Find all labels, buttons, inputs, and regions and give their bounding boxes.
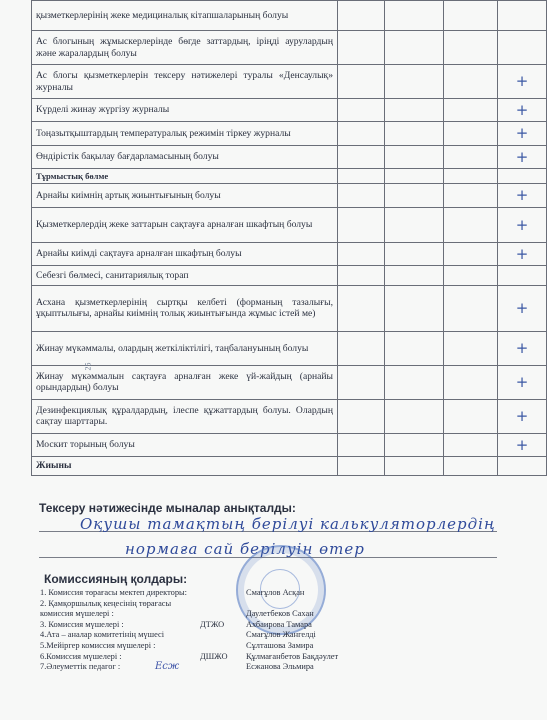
row-label: Арнайы киімді сақтауға арналған шкафтың болуы	[32, 242, 338, 265]
member-name: Даулетбеков Сахан	[246, 609, 314, 619]
member-name: Есжанова Эльмира	[246, 662, 314, 672]
page-side-number: 25	[83, 362, 93, 371]
table-row	[32, 457, 547, 476]
row-label: Тоңазытқыштардың температуралық режимін тіркеу журналы	[32, 122, 338, 145]
handwritten-signature: Есж	[155, 661, 180, 672]
member-role: 2. Қамқоршылық кеңесінің төрағасы	[40, 598, 172, 608]
table-row	[32, 399, 547, 433]
check-mark	[498, 168, 547, 183]
table-row	[32, 65, 547, 99]
signature-row	[40, 599, 480, 610]
table-row	[32, 99, 547, 122]
signature-row	[40, 620, 480, 631]
row-label: Себезгі бөлмесі, санитариялық торап	[32, 265, 338, 285]
table-row	[32, 365, 547, 399]
check-mark	[498, 457, 547, 476]
signature-row	[40, 662, 480, 673]
handwritten-finding-line-1: Оқушы тамақтың берілуі калькуляторлердің	[80, 515, 496, 533]
signature-row	[40, 652, 480, 663]
row-label: Өндірістік бақылау бағдарламасының болуы	[32, 145, 338, 168]
member-org: ДШЖО	[200, 651, 228, 661]
check-mark: +	[498, 331, 547, 365]
total-label: Жиыны	[32, 457, 338, 476]
member-role: 7.Әлеуметтік педагог :	[40, 662, 121, 672]
check-mark: +	[498, 242, 547, 265]
check-mark: +	[498, 207, 547, 242]
signature-row	[40, 641, 480, 652]
row-label: Ас блогы қызметкерлерін тексеру нәтижелері туралы «Денсаулық» журналы	[32, 65, 338, 99]
member-role: комиссия мүшелері :	[40, 609, 114, 619]
row-label: Арнайы киімнің артық жиынтығының болуы	[32, 184, 338, 207]
check-mark: +	[498, 122, 547, 145]
table-row	[32, 285, 547, 331]
check-mark	[498, 31, 547, 65]
row-label: Күрделі жинау жүргізу журналы	[32, 99, 338, 122]
member-name: Құлмағанбетов Бақдәулет	[246, 651, 339, 661]
table-row	[32, 184, 547, 207]
member-org: ДТЖО	[200, 619, 225, 629]
inspection-checklist-table	[31, 0, 547, 476]
row-label: қызметкерлерінің жеке медициналық кітапшаларының болуы	[32, 1, 338, 31]
row-label: Москит торының болуы	[32, 433, 338, 456]
check-mark: +	[498, 65, 547, 99]
member-role: 6.Комиссия мүшелері :	[40, 651, 122, 661]
table-row	[32, 1, 547, 31]
signature-row	[40, 630, 480, 641]
row-label: Дезинфекциялық құралдардың, ілеспе құжаттардың болуы. Олардың сақтау шарттары.	[32, 399, 338, 433]
member-role: 1. Комиссия төрағасы мектеп директоры:	[40, 588, 187, 597]
table-row	[32, 433, 547, 456]
member-name: Ахбаирова Тамара	[246, 619, 312, 629]
row-label: Жинау мүкәммалын сақтауға арналған жеке үй-жайдың (арнайы орындардың) болуы	[32, 365, 338, 399]
handwritten-finding-line-2: нормаға сай берілуін өтер	[125, 540, 365, 558]
findings-title: Тексеру нәтижесінде мыналар анықталды:	[39, 501, 296, 515]
table-row	[32, 242, 547, 265]
table-row	[32, 145, 547, 168]
row-label: Ас блогының жұмыскерлерінде бөгде заттардың, іріңді аурулардың және жаралардың болуы	[32, 31, 338, 65]
signatures-title: Комиссияның қолдары:	[44, 572, 188, 586]
row-label: Асхана қызметкерлерінің сыртқы келбеті (форманың тазалығы, ұқыптылығы, арнайы киімнің толық жиынтығында жұмыс істей ме)	[32, 285, 338, 331]
check-mark	[498, 265, 547, 285]
table-row	[32, 331, 547, 365]
table-row	[32, 207, 547, 242]
member-name: Смағұлов Жангелді	[246, 630, 316, 640]
member-role: 5.Мейіргер комиссия мүшелері :	[40, 640, 156, 650]
table-row	[32, 265, 547, 285]
check-mark: +	[498, 184, 547, 207]
row-label: Жинау мүкәммалы, олардың жеткіліктілігі, таңбалануының болуы	[32, 331, 338, 365]
member-name: Смағұлов Асқан	[246, 588, 305, 597]
table-row	[32, 122, 547, 145]
signature-row	[40, 609, 480, 620]
member-role: 3. Комиссия мүшелері :	[40, 619, 124, 629]
table-row	[32, 31, 547, 65]
signature-row	[40, 588, 480, 599]
check-mark: +	[498, 285, 547, 331]
member-name: Сұлташова Замира	[246, 640, 314, 650]
check-mark: +	[498, 433, 547, 456]
row-label: Қызметкерлердің жеке заттарын сақтауға арналған шкафтың болуы	[32, 207, 338, 242]
member-role: 4.Ата – аналар комитетінің мүшесі	[40, 630, 165, 640]
check-mark: +	[498, 365, 547, 399]
check-mark	[498, 1, 547, 31]
check-mark: +	[498, 399, 547, 433]
check-mark: +	[498, 99, 547, 122]
table-row	[32, 168, 547, 183]
signatures-list	[40, 588, 480, 673]
section-heading: Тұрмыстық бөлме	[32, 168, 338, 183]
check-mark: +	[498, 145, 547, 168]
